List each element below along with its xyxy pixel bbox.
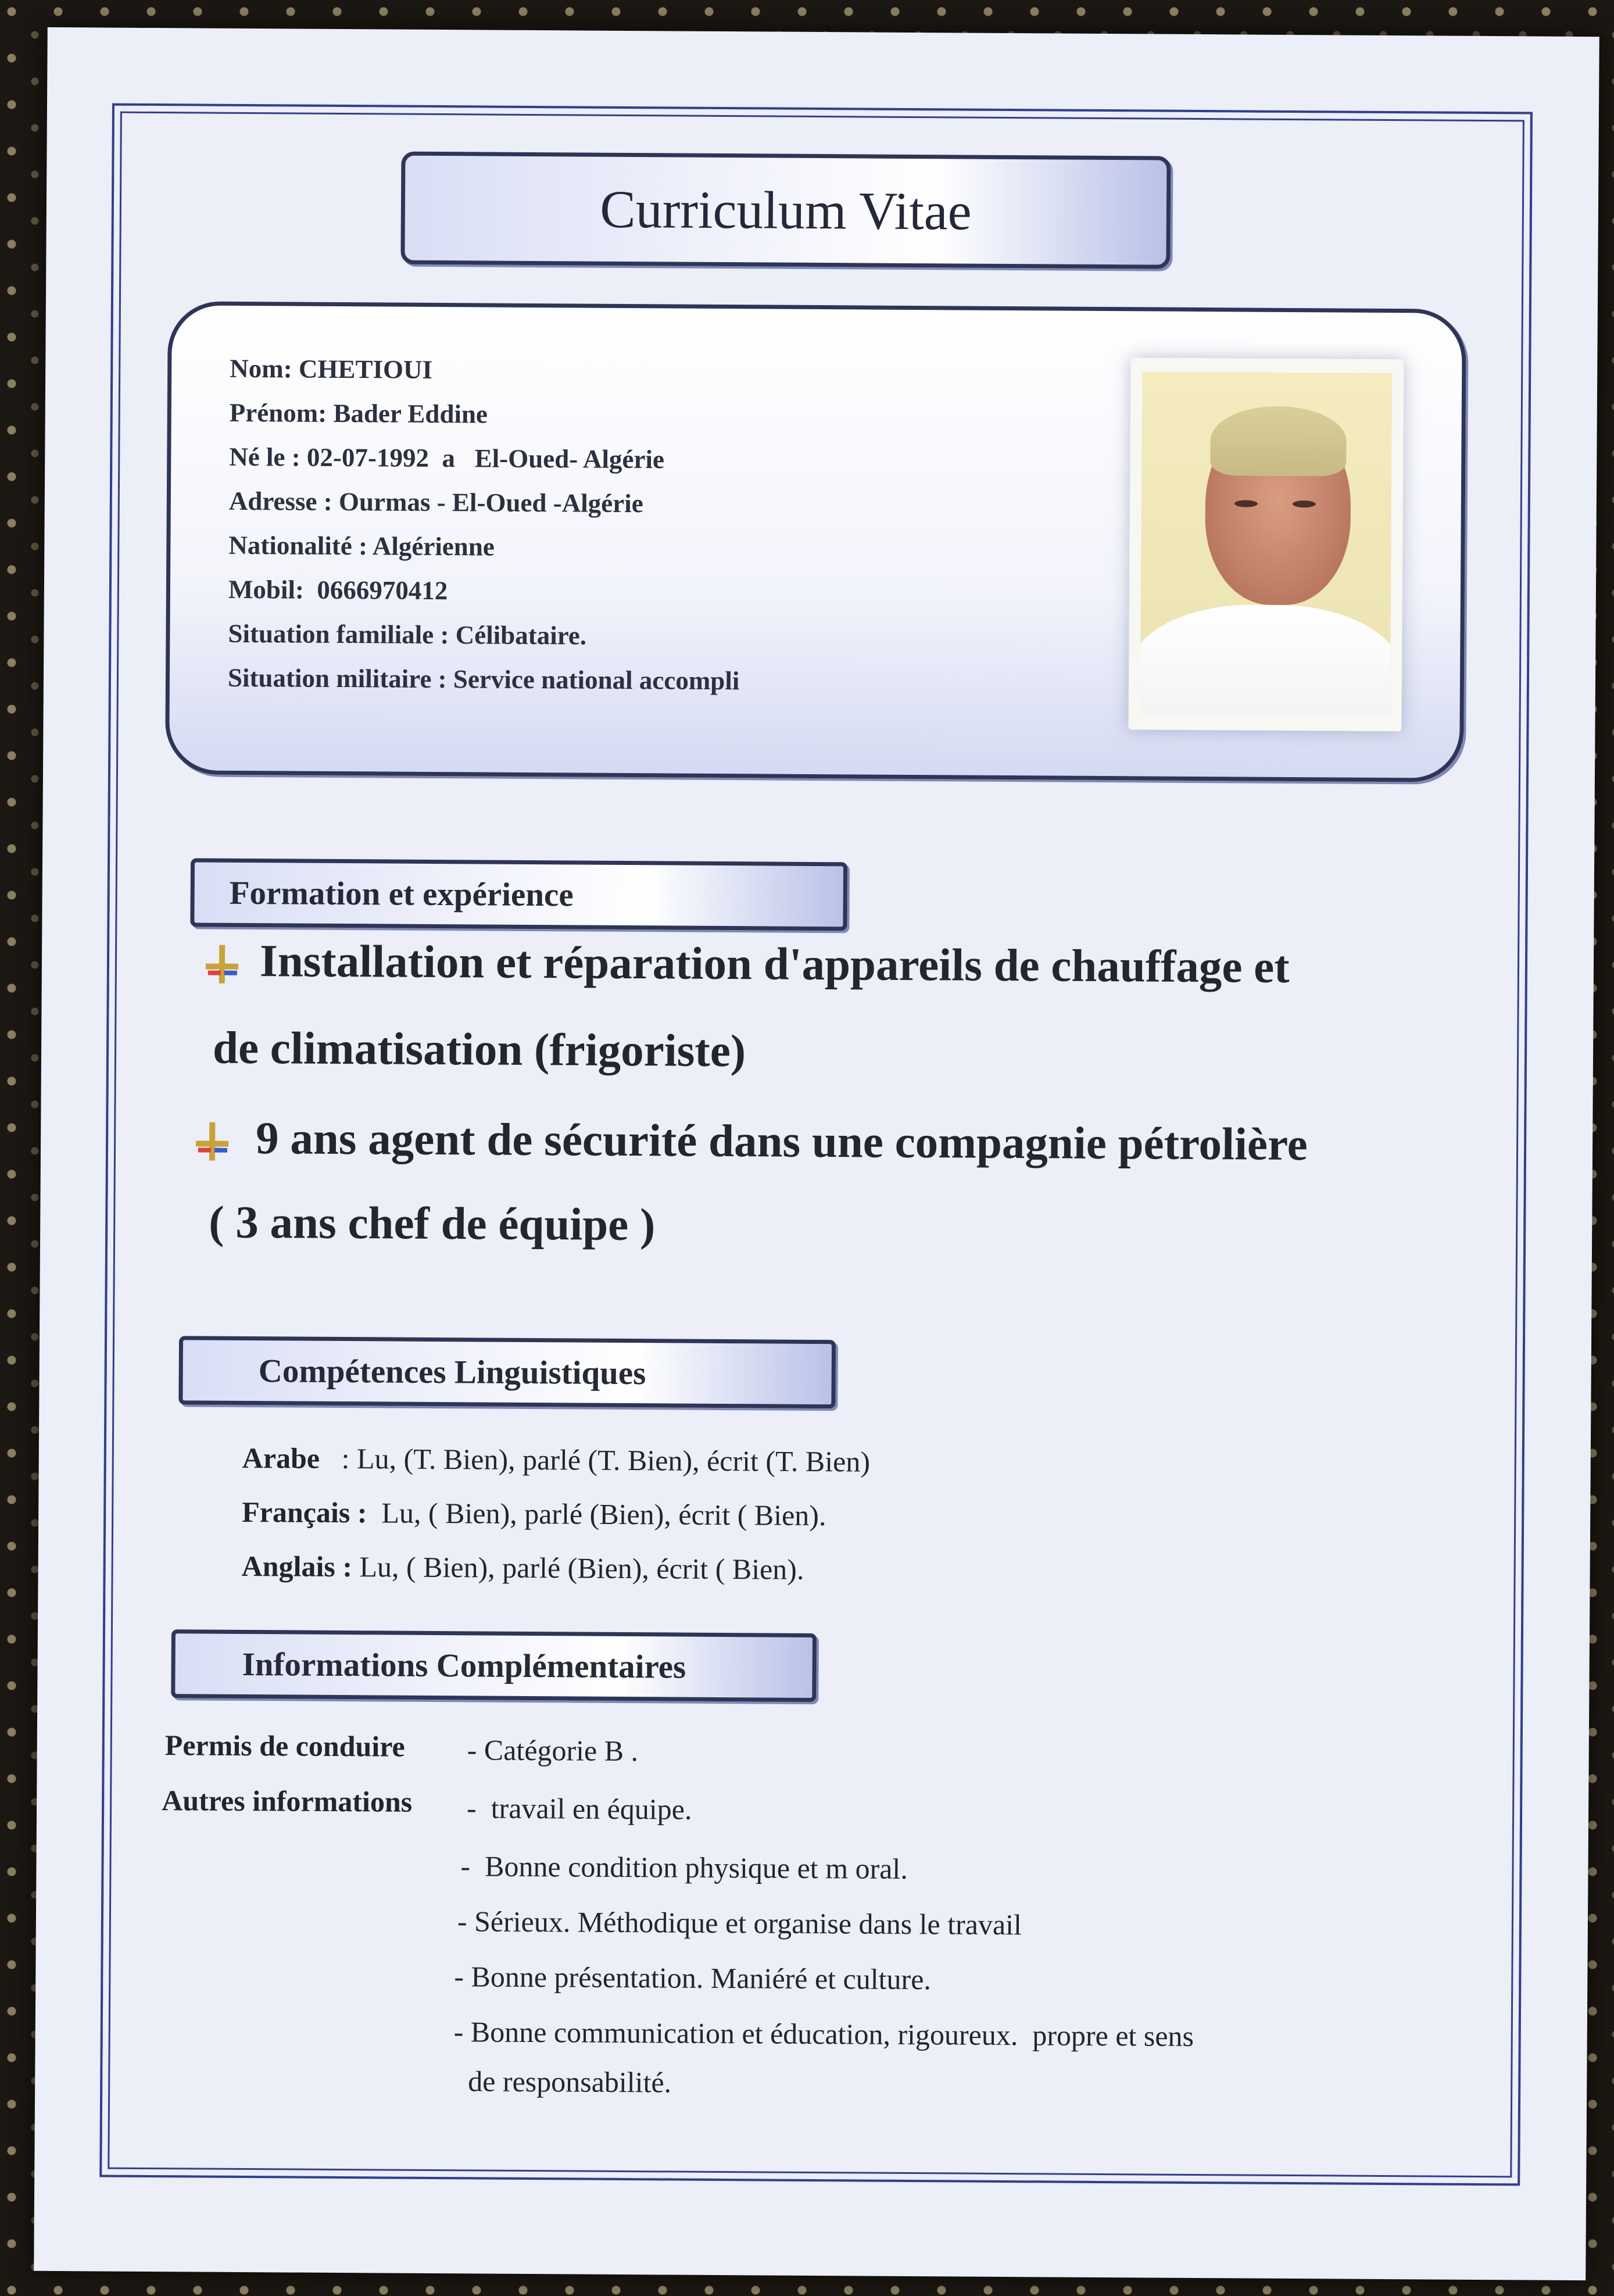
personal-info-lines xyxy=(228,346,742,703)
autres-item: - Bonne condition physique et m oral. xyxy=(460,1850,908,1885)
permis-value: - Catégorie B . xyxy=(467,1733,639,1768)
info-naissance: Né le : 02-07-1992 a El-Oued- Algérie xyxy=(229,442,665,474)
lang-label: Français : xyxy=(242,1495,367,1529)
lang-sep xyxy=(367,1496,381,1529)
lang-row-arabe xyxy=(242,1441,871,1479)
autres-label: Autres informations xyxy=(162,1784,413,1818)
lang-value: Lu, (T. Bien), parlé (T. Bien), écrit (T. Bien) xyxy=(356,1442,871,1478)
lang-sep xyxy=(352,1550,360,1583)
photo-eye-right xyxy=(1293,500,1316,507)
photo-eye-left xyxy=(1234,500,1258,507)
bullet-icon xyxy=(205,944,239,985)
section-header-formation xyxy=(190,858,847,931)
lang-value: Lu, ( Bien), parlé (Bien), écrit ( Bien). xyxy=(359,1550,804,1586)
photo-shirt xyxy=(1140,604,1393,716)
formation-item-2-line-1: 9 ans agent de sécurité dans une compagnie pétrolière xyxy=(255,1113,1308,1171)
profile-photo-frame xyxy=(1128,357,1404,731)
autres-item: - Sérieux. Méthodique et organise dans le travail xyxy=(457,1905,1022,1941)
cv-title-text: Curriculum Vitae xyxy=(600,179,972,241)
section-title-complementaires: Informations Complémentaires xyxy=(242,1646,686,1686)
autres-item: de responsabilité. xyxy=(468,2065,672,2099)
profile-photo xyxy=(1140,371,1393,716)
info-adresse: Adresse : Ourmas - El-Oued -Algérie xyxy=(228,486,643,518)
lang-row-francais xyxy=(242,1495,826,1532)
personal-info-panel xyxy=(165,301,1466,782)
info-nationalite: Nationalité : Algérienne xyxy=(228,530,495,562)
lang-value: Lu, ( Bien), parlé (Bien), écrit ( Bien). xyxy=(381,1496,826,1532)
lang-row-anglais xyxy=(241,1549,804,1586)
cv-page xyxy=(34,27,1599,2280)
bullet-icon xyxy=(195,1121,230,1161)
formation-item-2-line-2: ( 3 ans chef de équipe ) xyxy=(208,1197,656,1251)
section-header-langues xyxy=(178,1336,836,1408)
info-mobil: Mobil: 0666970412 xyxy=(228,574,448,606)
lang-label: Anglais : xyxy=(241,1549,353,1583)
autres-item: - Bonne présentation. Maniéré et culture. xyxy=(454,1960,932,1996)
info-situation-familiale: Situation familiale : Célibataire. xyxy=(228,618,587,650)
info-nom: Nom: CHETIOUI xyxy=(230,353,433,384)
section-header-complementaires xyxy=(171,1629,817,1702)
formation-item-1-line-1: Installation et réparation d'appareils de chauffage et xyxy=(259,936,1290,993)
lang-label: Arabe xyxy=(242,1441,320,1475)
info-prenom: Prénom: Bader Eddine xyxy=(229,398,488,429)
photo-hair xyxy=(1210,406,1347,476)
permis-label: Permis de conduire xyxy=(164,1729,405,1763)
lang-sep: : xyxy=(319,1442,357,1475)
autres-item: - travail en équipe. xyxy=(466,1791,692,1826)
section-title-langues: Compétences Linguistiques xyxy=(258,1352,646,1392)
formation-item-1-line-2: de climatisation (frigoriste) xyxy=(212,1022,746,1077)
autres-item: - Bonne communication et éducation, rigoureux. propre et sens xyxy=(453,2015,1194,2052)
cv-title xyxy=(400,152,1171,269)
section-title-formation: Formation et expérience xyxy=(229,874,574,913)
info-situation-militaire: Situation militaire : Service national accompli xyxy=(227,663,740,696)
